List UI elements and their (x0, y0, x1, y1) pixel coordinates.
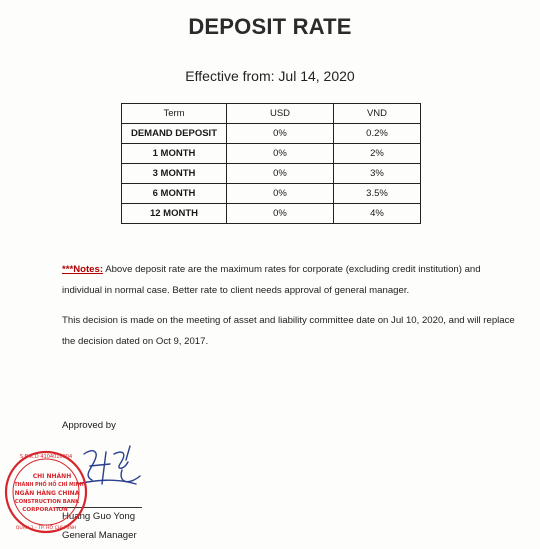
effective-date: Effective from: Jul 14, 2020 (185, 68, 355, 84)
term-cell: 1 MONTH (122, 144, 227, 164)
vnd-cell: 0.2% (334, 124, 421, 144)
vnd-cell: 3% (334, 164, 421, 184)
company-stamp (3, 440, 89, 540)
table-row (122, 204, 421, 224)
usd-cell: 0% (227, 204, 334, 224)
vnd-cell: 3.5% (334, 184, 421, 204)
stamp-line: CORPORATION (22, 507, 68, 513)
table-row (122, 164, 421, 184)
table-row (122, 144, 421, 164)
page-title: DEPOSIT RATE (188, 14, 352, 39)
table-row (122, 184, 421, 204)
header-term: Term (122, 104, 227, 124)
stamp-line: THÀNH PHỐ HỒ CHÍ MINH (14, 483, 84, 488)
notes-label-text: Notes: (73, 264, 104, 275)
term-cell: 3 MONTH (122, 164, 227, 184)
vnd-cell: 2% (334, 144, 421, 164)
svg-text:QUẬN 1 - TP. HỒ CHÍ MINH: QUẬN 1 - TP. HỒ CHÍ MINH (15, 526, 77, 531)
stamp-line: CHI NHÁNH (32, 473, 72, 480)
term-cell: DEMAND DEPOSIT (122, 124, 227, 144)
header-usd: USD (227, 104, 334, 124)
table-row (122, 124, 421, 144)
table-header-row (122, 104, 421, 124)
usd-cell: 0% (227, 124, 334, 144)
usd-cell: 0% (227, 184, 334, 204)
decision-paragraph: This decision is made on the meeting of asset and liability committee date on Jul 10, 2020, and will replace the decision dated on Oct 9, 2017. (62, 315, 515, 347)
usd-cell: 0% (227, 144, 334, 164)
term-cell: 6 MONTH (122, 184, 227, 204)
approved-by-label: Approved by (62, 420, 116, 431)
stamp-line: NGÂN HÀNG CHINA (14, 490, 80, 497)
notes-label (62, 264, 103, 275)
usd-cell: 0% (227, 164, 334, 184)
svg-text:S.Đ.K.D 4104016004: S.Đ.K.D 4104016004 (19, 454, 73, 460)
notes-paragraph (62, 259, 522, 301)
notes-prefix: *** (62, 264, 74, 275)
stamp-line: CONSTRUCTION BANK (14, 499, 80, 505)
stamp-icon (3, 440, 89, 540)
notes-text: Above deposit rate are the maximum rates for corporate (excluding credit institution) and individual in normal case. Better rate to client needs approval of general manager. (62, 264, 481, 296)
vnd-cell: 4% (334, 204, 421, 224)
signatory-role: General Manager (62, 530, 137, 541)
term-cell: 12 MONTH (122, 204, 227, 224)
deposit-rate-table (121, 103, 421, 224)
signatory-name: Huang Guo Yong (62, 511, 136, 522)
header-vnd: VND (334, 104, 421, 124)
